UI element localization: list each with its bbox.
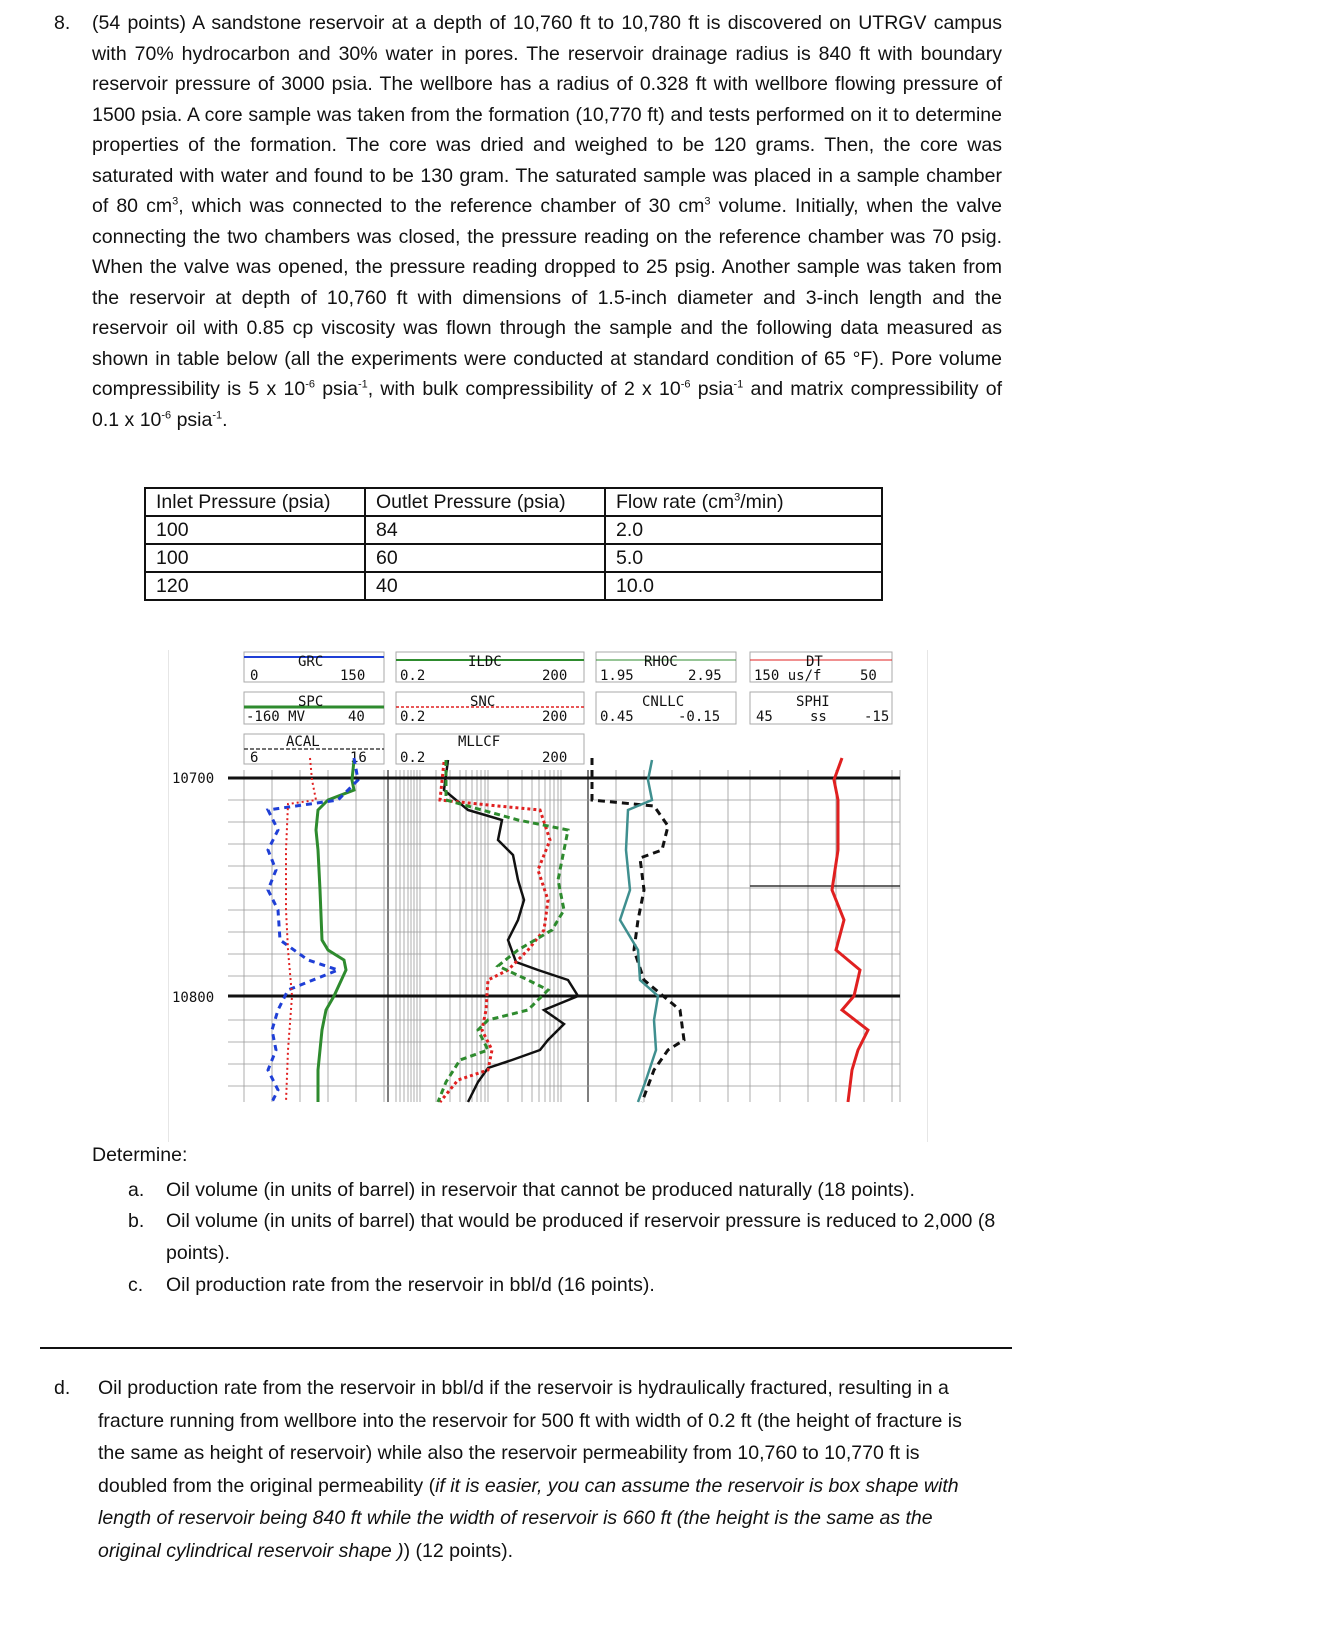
spc-curve (316, 760, 354, 1102)
determine-heading: Determine: (92, 1144, 188, 1166)
mllcf-label: MLLCF (458, 734, 501, 750)
part-d-label: d. (54, 1377, 71, 1399)
cnllc-label: CNLLC (642, 694, 685, 710)
table-cell: 120 (145, 572, 365, 600)
table-cell: 5.0 (605, 544, 882, 572)
depth-label-10800: 10800 (172, 990, 215, 1006)
sphi-max: -15 (864, 709, 890, 725)
question-number: 8. (54, 12, 71, 34)
acal-label: ACAL (286, 734, 320, 750)
sphi-unit: ss (810, 709, 827, 725)
snc-max: 200 (542, 709, 568, 725)
rhoc-curve (592, 758, 684, 1102)
divider (40, 1347, 1012, 1349)
header-flow-rate: Flow rate $(cm^3/\min)$ (605, 488, 882, 516)
table-cell: 100 (145, 516, 365, 544)
snc-min: 0.2 (400, 709, 426, 725)
mllcf-max: 200 (542, 750, 568, 766)
sphi-min: 45 (756, 709, 773, 725)
spc-min: -160 MV (246, 709, 306, 725)
table-cell: 2.0 (605, 516, 882, 544)
cnllc-curve (620, 760, 658, 1102)
rhoc-max: 2.95 (688, 668, 722, 684)
list-item-text: Oil production rate from the reservoir in bbl/d (16 points). (166, 1274, 655, 1296)
part-d-text: Oil production rate from the reservoir in bbl/d if the reservoir is hydraulically fractured, resulting in a fracture running from wellbore into the reservoir for 500 ft with width of 0.2 ft (the height of fracture is the same as height of reservoir) while also the reservoir permeability from 10,760 to 10,770 ft is doubled from the original permeability (if it is easier, you can assume the reservoir is box shape with length of reservoir being 840 ft while the width of reservoir is 660 ft (the height is the same as the original cylindrical reservoir shape )) (12 points). (98, 1377, 962, 1562)
sphi-label: SPHI (796, 694, 830, 710)
table-cell: 40 (365, 572, 605, 600)
table-row (145, 572, 882, 600)
list-item-label: c. (128, 1274, 144, 1296)
list-item-label: b. (128, 1210, 145, 1232)
snc-label: SNC (470, 694, 496, 710)
grc-curve (268, 758, 358, 1102)
ildc-max: 200 (542, 668, 568, 684)
header-outlet-pressure: Outlet Pressure (psia) (365, 488, 605, 516)
ildc-min: 0.2 (400, 668, 426, 684)
grc-max: 150 (340, 668, 366, 684)
rhoc-min: 1.95 (600, 668, 634, 684)
acal-max: 16 (350, 750, 367, 766)
table-row (145, 516, 882, 544)
table-row (145, 544, 882, 572)
ildc-label: ILDC (468, 654, 502, 670)
mllcf-min: 0.2 (400, 750, 426, 766)
dt-curve (832, 758, 868, 1102)
dt-label: DT (806, 654, 823, 670)
list-item-text: Oil volume (in units of barrel) that would be produced if reservoir pressure is reduced to 2,000 (8 points). (166, 1210, 996, 1264)
flow-data-table (144, 487, 883, 601)
acal-curve (286, 758, 316, 1102)
question-text: (54 points) A sandstone reservoir at a depth of 10,760 ft to 10,780 ft is discovered on UTRGV campus with 70% hydrocarbon and 30% water in pores. The reservoir drainage radius is 840 ft with boundary reservoir pressure of 3000 psia. The wellbore has a radius of 0.328 ft with wellbore flowing pressure of 1500 psia. A core sample was taken from the formation (10,770 ft) and tests performed on it to determine properties of the formation. The core was dried and weighed to be 120 grams. Then, the core was saturated with water and found to be 130 gram. The saturated sample was placed in a sample chamber of 80 $cm^3$, which was connected to the reference chamber of 30 $cm^3$ volume. Initially, when the valve connecting the two chambers was closed, the pressure reading on the reference chamber was 70 psig. When the valve was opened, the pressure reading dropped to 25 psig. Another sample was taken from the reservoir at depth of 10,760 ft with dimensions of 1.5-inch diameter and 3-inch length and the reservoir oil with 0.85 cp viscosity was flown through the sample and the following data measured as shown in table below (all the experiments were conducted at standard condition of 65 °F). Pore volume compressibility is 5 x $10^{-6}$ psia$^{-1}$, with bulk compressibility of 2 x $10^{-6}$ psia$^{-1}$ and matrix compressibility of 0.1 x $10^{-6}$ psia$^{-1}$. (92, 12, 1002, 431)
table-cell: 60 (365, 544, 605, 572)
table-cell: 100 (145, 544, 365, 572)
spc-label: SPC (298, 694, 324, 710)
cnllc-max: -0.15 (678, 709, 721, 725)
acal-min: 6 (250, 750, 259, 766)
well-log-figure (168, 650, 928, 1142)
mllcf-curve (438, 760, 568, 1102)
header-inlet-pressure: Inlet Pressure (psia) (145, 488, 365, 516)
table-header-row (145, 488, 882, 516)
list-item-text: Oil volume (in units of barrel) in reservoir that cannot be produced naturally (18 points). (166, 1179, 915, 1201)
table-cell: 84 (365, 516, 605, 544)
grc-label: GRC (298, 654, 324, 670)
log-grid (228, 770, 900, 1102)
depth-label-10700: 10700 (172, 771, 215, 787)
table-cell: 10.0 (605, 572, 882, 600)
cnllc-min: 0.45 (600, 709, 634, 725)
dt-max: 50 (860, 668, 877, 684)
dt-min: 150 us/f (754, 668, 822, 684)
spc-max: 40 (348, 709, 365, 725)
list-item-label: a. (128, 1179, 145, 1201)
grc-min: 0 (250, 668, 259, 684)
rhoc-label: RHOC (644, 654, 678, 670)
